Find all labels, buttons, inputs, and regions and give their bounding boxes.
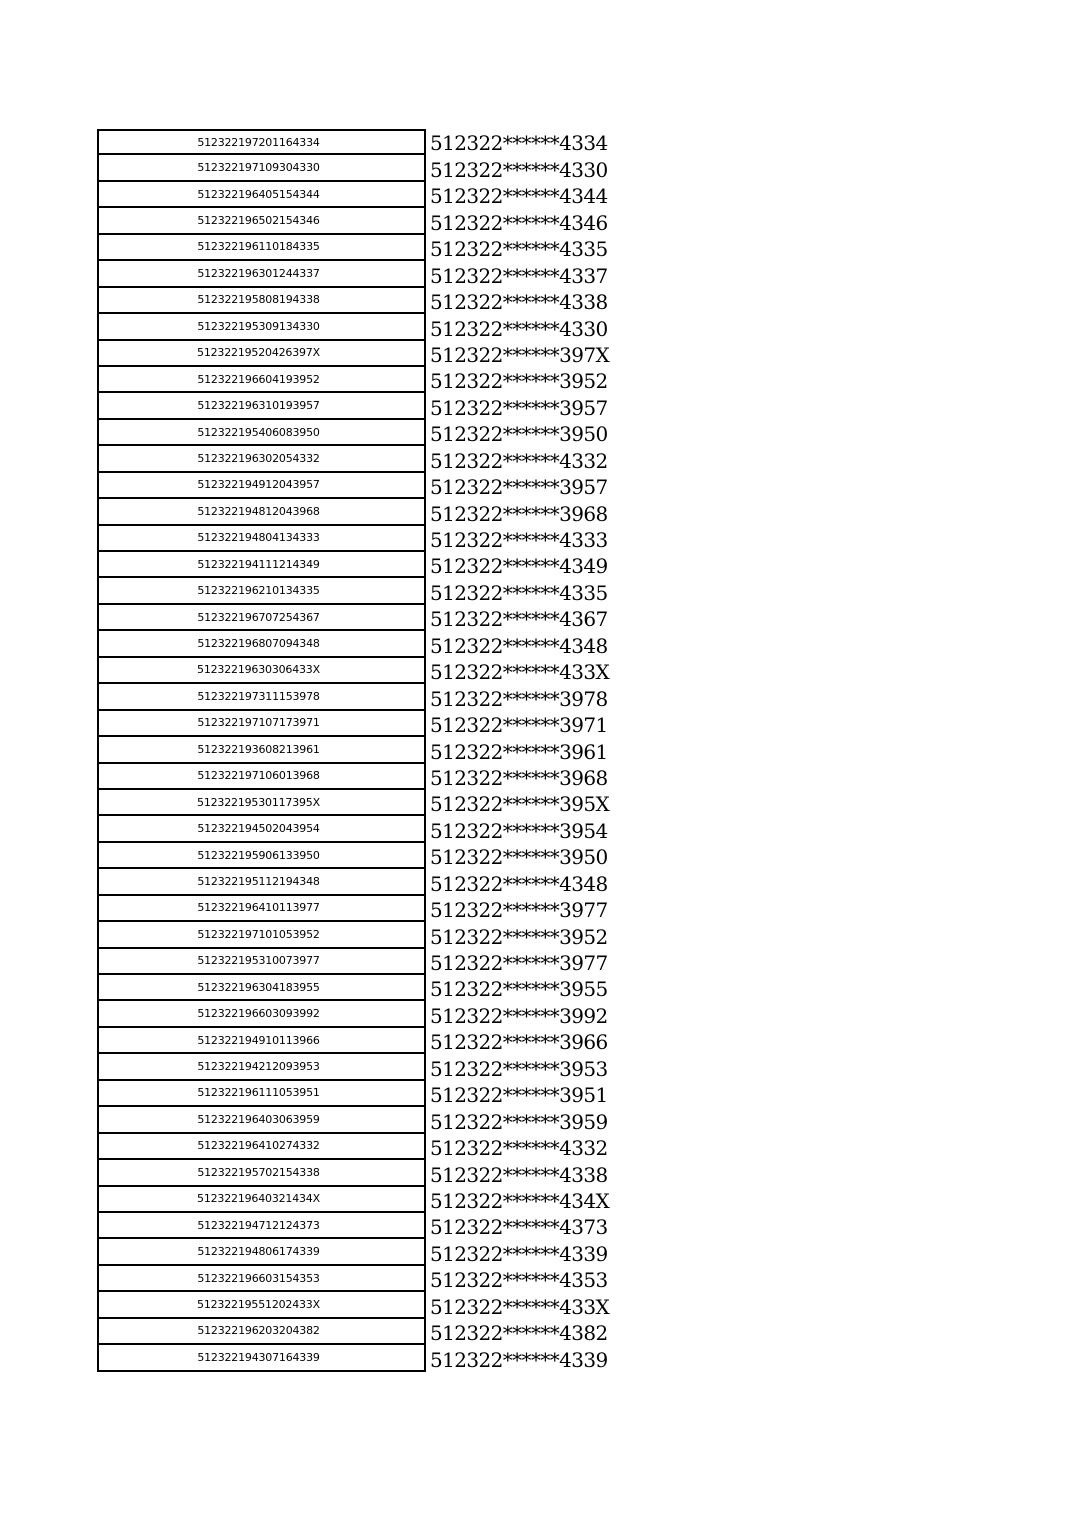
table-row bbox=[97, 341, 617, 367]
id-number-cell: 512322196410274332 bbox=[97, 1134, 426, 1160]
table-row bbox=[97, 1345, 617, 1371]
id-number-cell: 512322194910113966 bbox=[97, 1028, 426, 1054]
masked-id-cell: 512322******4348 bbox=[430, 871, 608, 896]
id-number-cell: 512322196403063959 bbox=[97, 1107, 426, 1133]
id-number-cell: 512322194806174339 bbox=[97, 1239, 426, 1265]
masked-id-cell: 512322******4330 bbox=[430, 157, 608, 182]
masked-id-cell: 512322******3953 bbox=[430, 1056, 608, 1081]
id-number-cell: 512322196203204382 bbox=[97, 1319, 426, 1345]
id-number-cell: 512322194712124373 bbox=[97, 1213, 426, 1239]
masked-id-cell: 512322******3954 bbox=[430, 818, 608, 843]
id-number-cell: 512322196310193957 bbox=[97, 393, 426, 419]
masked-id-cell: 512322******4338 bbox=[430, 1162, 608, 1187]
id-number-cell: 512322196807094348 bbox=[97, 631, 426, 657]
id-number-cell: 512322196304183955 bbox=[97, 975, 426, 1001]
masked-id-cell: 512322******3961 bbox=[430, 739, 608, 764]
table-row bbox=[97, 843, 617, 869]
id-number-cell: 512322194212093953 bbox=[97, 1054, 426, 1080]
masked-id-cell: 512322******3968 bbox=[430, 501, 608, 526]
id-number-cell: 512322196603154353 bbox=[97, 1266, 426, 1292]
table-row bbox=[97, 420, 617, 446]
table-row bbox=[97, 1107, 617, 1133]
id-number-cell: 512322195112194348 bbox=[97, 869, 426, 895]
table-row bbox=[97, 1134, 617, 1160]
masked-id-cell: 512322******4339 bbox=[430, 1241, 608, 1266]
id-number-cell: 512322194812043968 bbox=[97, 499, 426, 525]
masked-id-cell: 512322******3952 bbox=[430, 924, 608, 949]
id-number-cell: 51232219640321434X bbox=[97, 1187, 426, 1213]
id-number-cell: 512322194502043954 bbox=[97, 816, 426, 842]
id-number-cell: 512322196111053951 bbox=[97, 1081, 426, 1107]
masked-id-cell: 512322******4349 bbox=[430, 554, 608, 579]
table-row bbox=[97, 235, 617, 261]
masked-id-cell: 512322******4334 bbox=[430, 131, 608, 156]
masked-id-cell: 512322******4346 bbox=[430, 210, 608, 235]
masked-id-cell: 512322******4353 bbox=[430, 1268, 608, 1293]
table-row bbox=[97, 182, 617, 208]
masked-id-cell: 512322******4344 bbox=[430, 184, 608, 209]
id-number-cell: 512322197107173971 bbox=[97, 711, 426, 737]
table-row bbox=[97, 922, 617, 948]
id-number-cell: 512322195309134330 bbox=[97, 314, 426, 340]
id-number-cell: 512322194111214349 bbox=[97, 552, 426, 578]
id-number-cell: 512322195702154338 bbox=[97, 1160, 426, 1186]
table-row bbox=[97, 684, 617, 710]
table-row bbox=[97, 1213, 617, 1239]
id-number-cell: 512322194804134333 bbox=[97, 526, 426, 552]
id-number-cell: 512322196302054332 bbox=[97, 446, 426, 472]
masked-id-cell: 512322******3950 bbox=[430, 422, 608, 447]
masked-id-cell: 512322******4335 bbox=[430, 237, 608, 262]
id-number-cell: 51232219551202433X bbox=[97, 1292, 426, 1318]
table-row bbox=[97, 1239, 617, 1265]
table-row bbox=[97, 869, 617, 895]
id-number-cell: 512322196502154346 bbox=[97, 208, 426, 234]
id-number-cell: 512322195808194338 bbox=[97, 288, 426, 314]
masked-id-cell: 512322******4348 bbox=[430, 633, 608, 658]
masked-id-cell: 512322******3977 bbox=[430, 898, 608, 923]
table-row bbox=[97, 896, 617, 922]
masked-id-cell: 512322******4335 bbox=[430, 580, 608, 605]
masked-id-cell: 512322******3957 bbox=[430, 475, 608, 500]
table-row bbox=[97, 578, 617, 604]
masked-id-cell: 512322******3950 bbox=[430, 845, 608, 870]
table-row bbox=[97, 1028, 617, 1054]
id-number-cell: 512322197101053952 bbox=[97, 922, 426, 948]
id-number-cell: 512322197201164334 bbox=[97, 129, 426, 155]
table-row bbox=[97, 949, 617, 975]
table-row bbox=[97, 129, 617, 155]
table-row bbox=[97, 1160, 617, 1186]
masked-id-cell: 512322******3959 bbox=[430, 1109, 608, 1134]
id-number-cell: 512322194307164339 bbox=[97, 1345, 426, 1371]
id-number-cell: 512322195906133950 bbox=[97, 843, 426, 869]
table-row bbox=[97, 605, 617, 631]
id-number-cell: 512322196410113977 bbox=[97, 896, 426, 922]
masked-id-cell: 512322******4338 bbox=[430, 290, 608, 315]
masked-id-cell: 512322******4332 bbox=[430, 1136, 608, 1161]
id-number-cell: 512322196405154344 bbox=[97, 182, 426, 208]
masked-id-cell: 512322******4339 bbox=[430, 1347, 608, 1372]
table-row bbox=[97, 208, 617, 234]
masked-id-cell: 512322******434X bbox=[430, 1188, 610, 1213]
table-row bbox=[97, 764, 617, 790]
table-row bbox=[97, 393, 617, 419]
masked-id-cell: 512322******433X bbox=[430, 1294, 610, 1319]
table-row bbox=[97, 526, 617, 552]
table-row bbox=[97, 314, 617, 340]
masked-id-cell: 512322******3955 bbox=[430, 977, 608, 1002]
id-number-cell: 512322195310073977 bbox=[97, 949, 426, 975]
id-number-cell: 512322197106013968 bbox=[97, 764, 426, 790]
table-row bbox=[97, 816, 617, 842]
table-row bbox=[97, 711, 617, 737]
masked-id-cell: 512322******4332 bbox=[430, 448, 608, 473]
id-number-cell: 512322196707254367 bbox=[97, 605, 426, 631]
table-row bbox=[97, 1187, 617, 1213]
table-row bbox=[97, 261, 617, 287]
masked-id-cell: 512322******3992 bbox=[430, 1003, 608, 1028]
masked-id-cell: 512322******3951 bbox=[430, 1083, 608, 1108]
masked-id-cell: 512322******3978 bbox=[430, 686, 608, 711]
id-number-cell: 512322196604193952 bbox=[97, 367, 426, 393]
table-row bbox=[97, 658, 617, 684]
id-number-cell: 512322194912043957 bbox=[97, 473, 426, 499]
id-number-cell: 51232219520426397X bbox=[97, 341, 426, 367]
table-row bbox=[97, 1081, 617, 1107]
masked-id-cell: 512322******433X bbox=[430, 660, 610, 685]
masked-id-cell: 512322******4382 bbox=[430, 1321, 608, 1346]
table-row bbox=[97, 446, 617, 472]
id-table bbox=[97, 129, 617, 1372]
masked-id-cell: 512322******3968 bbox=[430, 765, 608, 790]
masked-id-cell: 512322******4367 bbox=[430, 607, 608, 632]
table-row bbox=[97, 1319, 617, 1345]
id-number-cell: 512322196110184335 bbox=[97, 235, 426, 261]
table-row bbox=[97, 155, 617, 181]
id-number-cell: 512322196210134335 bbox=[97, 578, 426, 604]
masked-id-cell: 512322******3952 bbox=[430, 369, 608, 394]
id-number-cell: 512322197311153978 bbox=[97, 684, 426, 710]
id-number-cell: 512322196603093992 bbox=[97, 1001, 426, 1027]
table-row bbox=[97, 975, 617, 1001]
table-row bbox=[97, 1266, 617, 1292]
id-number-cell: 512322193608213961 bbox=[97, 737, 426, 763]
masked-id-cell: 512322******3966 bbox=[430, 1030, 608, 1055]
table-row bbox=[97, 473, 617, 499]
table-row bbox=[97, 1001, 617, 1027]
id-number-cell: 512322196301244337 bbox=[97, 261, 426, 287]
masked-id-cell: 512322******4373 bbox=[430, 1215, 608, 1240]
table-row bbox=[97, 288, 617, 314]
table-row bbox=[97, 631, 617, 657]
id-number-cell: 51232219530117395X bbox=[97, 790, 426, 816]
table-row bbox=[97, 1292, 617, 1318]
masked-id-cell: 512322******3957 bbox=[430, 395, 608, 420]
masked-id-cell: 512322******3971 bbox=[430, 713, 608, 738]
table-row bbox=[97, 737, 617, 763]
id-number-cell: 512322197109304330 bbox=[97, 155, 426, 181]
masked-id-cell: 512322******3977 bbox=[430, 951, 608, 975]
table-row bbox=[97, 367, 617, 393]
table-row bbox=[97, 552, 617, 578]
masked-id-cell: 512322******397X bbox=[430, 342, 610, 367]
table-row bbox=[97, 1054, 617, 1080]
id-number-cell: 51232219630306433X bbox=[97, 658, 426, 684]
masked-id-cell: 512322******4337 bbox=[430, 263, 608, 288]
masked-id-cell: 512322******4333 bbox=[430, 528, 608, 552]
table-row bbox=[97, 499, 617, 525]
masked-id-cell: 512322******4330 bbox=[430, 316, 608, 341]
id-number-cell: 512322195406083950 bbox=[97, 420, 426, 446]
table-row bbox=[97, 790, 617, 816]
masked-id-cell: 512322******395X bbox=[430, 792, 610, 817]
